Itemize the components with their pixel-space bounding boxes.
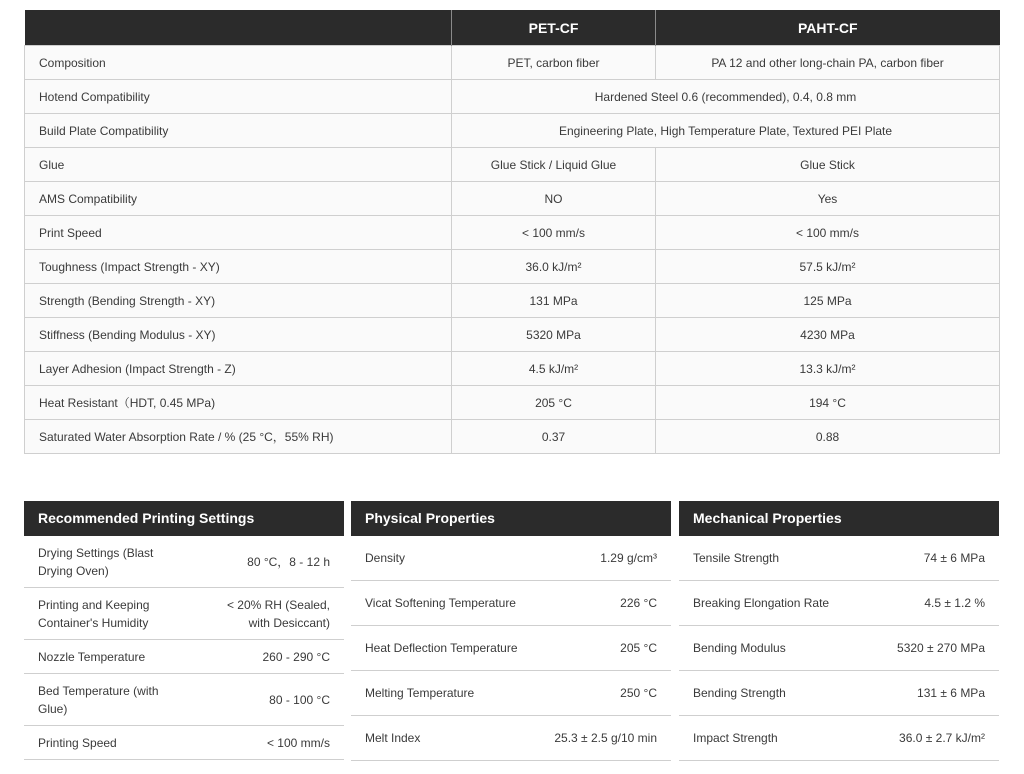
comparison-table <box>24 10 1000 454</box>
row-label: Build Plate Compatibility <box>25 114 452 148</box>
list-item <box>351 536 671 581</box>
panel-title: Mechanical Properties <box>679 501 999 536</box>
table-row <box>25 250 1000 284</box>
property-value: 74 ± 6 MPa <box>923 551 985 565</box>
property-value: 5320 ± 270 MPa <box>897 641 985 655</box>
pet-cf-value: Glue Stick / Liquid Glue <box>452 148 656 182</box>
property-value: 4.5 ± 1.2 % <box>924 596 985 610</box>
row-label: Saturated Water Absorption Rate / % (25 °C，55% RH) <box>25 420 452 454</box>
list-item <box>679 581 999 626</box>
header-blank <box>25 10 452 46</box>
property-value: 1.29 g/cm³ <box>600 551 657 565</box>
list-item <box>679 626 999 671</box>
list-item <box>351 716 671 761</box>
property-label: Printing Speed <box>38 735 117 750</box>
property-value: 250 °C <box>620 686 657 700</box>
table-row <box>25 46 1000 80</box>
paht-cf-value: 0.88 <box>656 420 1000 454</box>
pet-cf-value: PET, carbon fiber <box>452 46 656 80</box>
list-item <box>24 536 344 588</box>
panel-title: Physical Properties <box>351 501 671 536</box>
property-value: 226 °C <box>620 596 657 610</box>
property-value: < 100 mm/s <box>266 735 330 750</box>
paht-cf-value: 125 MPa <box>656 284 1000 318</box>
table-row <box>25 318 1000 352</box>
row-label: Toughness (Impact Strength - XY) <box>25 250 452 284</box>
property-value: 80 °C，8 - 12 h <box>247 554 330 569</box>
pet-cf-value: 0.37 <box>452 420 656 454</box>
property-value: 205 °C <box>620 641 657 655</box>
property-label: Printing and Keeping Container's Humidity <box>38 597 150 630</box>
property-label: Nozzle Temperature <box>38 649 146 664</box>
pet-cf-value: 131 MPa <box>452 284 656 318</box>
pet-cf-value: 5320 MPa <box>452 318 656 352</box>
paht-cf-value: 4230 MPa <box>656 318 1000 352</box>
row-label: Layer Adhesion (Impact Strength - Z) <box>25 352 452 386</box>
header-paht-cf: PAHT-CF <box>656 10 1000 46</box>
mechanical-properties-panel <box>679 501 999 761</box>
property-value: 25.3 ± 2.5 g/10 min <box>554 731 657 745</box>
property-label: Breaking Elongation Rate <box>693 596 830 610</box>
list-item <box>351 671 671 716</box>
property-value: 260 - 290 °C <box>262 649 330 664</box>
row-label: Strength (Bending Strength - XY) <box>25 284 452 318</box>
header-pet-cf: PET-CF <box>452 10 656 46</box>
property-label: Impact Strength <box>693 731 778 745</box>
paht-cf-value: PA 12 and other long-chain PA, carbon fiber <box>656 46 1000 80</box>
property-value: 80 - 100 °C <box>269 692 330 707</box>
paht-cf-value: Yes <box>656 182 1000 216</box>
table-row <box>25 352 1000 386</box>
paht-cf-value: 57.5 kJ/m² <box>656 250 1000 284</box>
property-label: Tensile Strength <box>693 551 780 565</box>
table-row <box>25 284 1000 318</box>
row-label: Composition <box>25 46 452 80</box>
list-item <box>679 716 999 761</box>
list-item <box>351 626 671 671</box>
property-label: Bending Modulus <box>693 641 786 655</box>
paht-cf-value: 194 °C <box>656 386 1000 420</box>
comparison-header-row <box>25 10 1000 46</box>
property-label: Vicat Softening Temperature <box>365 596 516 610</box>
list-item <box>24 726 344 760</box>
pet-cf-value: 4.5 kJ/m² <box>452 352 656 386</box>
property-value: < 20% RH (Sealed, with Desiccant) <box>226 597 330 630</box>
printing-settings-panel <box>24 501 344 760</box>
pet-cf-value: < 100 mm/s <box>452 216 656 250</box>
pet-cf-value: 205 °C <box>452 386 656 420</box>
paht-cf-value: 13.3 kJ/m² <box>656 352 1000 386</box>
pet-cf-value: 36.0 kJ/m² <box>452 250 656 284</box>
property-label: Density <box>365 551 406 565</box>
panel-title: Recommended Printing Settings <box>24 501 344 536</box>
table-row <box>25 182 1000 216</box>
list-item <box>679 671 999 716</box>
list-item <box>24 674 344 726</box>
property-label: Bed Temperature (with Glue) <box>38 683 159 716</box>
list-item <box>24 588 344 640</box>
property-value: 36.0 ± 2.7 kJ/m² <box>899 731 985 745</box>
table-row <box>25 386 1000 420</box>
table-row <box>25 148 1000 182</box>
shared-value: Hardened Steel 0.6 (recommended), 0.4, 0.8 mm <box>452 80 1000 114</box>
shared-value: Engineering Plate, High Temperature Plate, Textured PEI Plate <box>452 114 1000 148</box>
table-row <box>25 80 1000 114</box>
property-value: 131 ± 6 MPa <box>917 686 985 700</box>
property-label: Drying Settings (Blast Drying Oven) <box>38 545 154 578</box>
paht-cf-value: < 100 mm/s <box>656 216 1000 250</box>
property-label: Heat Deflection Temperature <box>365 641 518 655</box>
table-row <box>25 420 1000 454</box>
pet-cf-value: NO <box>452 182 656 216</box>
paht-cf-value: Glue Stick <box>656 148 1000 182</box>
property-label: Melt Index <box>365 731 421 745</box>
property-label: Melting Temperature <box>365 686 475 700</box>
row-label: Hotend Compatibility <box>25 80 452 114</box>
row-label: Print Speed <box>25 216 452 250</box>
list-item <box>351 581 671 626</box>
table-row <box>25 216 1000 250</box>
list-item <box>24 640 344 674</box>
row-label: Stiffness (Bending Modulus - XY) <box>25 318 452 352</box>
row-label: AMS Compatibility <box>25 182 452 216</box>
physical-properties-panel <box>351 501 671 761</box>
table-row <box>25 114 1000 148</box>
row-label: Heat Resistant（HDT, 0.45 MPa) <box>25 386 452 420</box>
list-item <box>679 536 999 581</box>
property-label: Bending Strength <box>693 686 786 700</box>
row-label: Glue <box>25 148 452 182</box>
